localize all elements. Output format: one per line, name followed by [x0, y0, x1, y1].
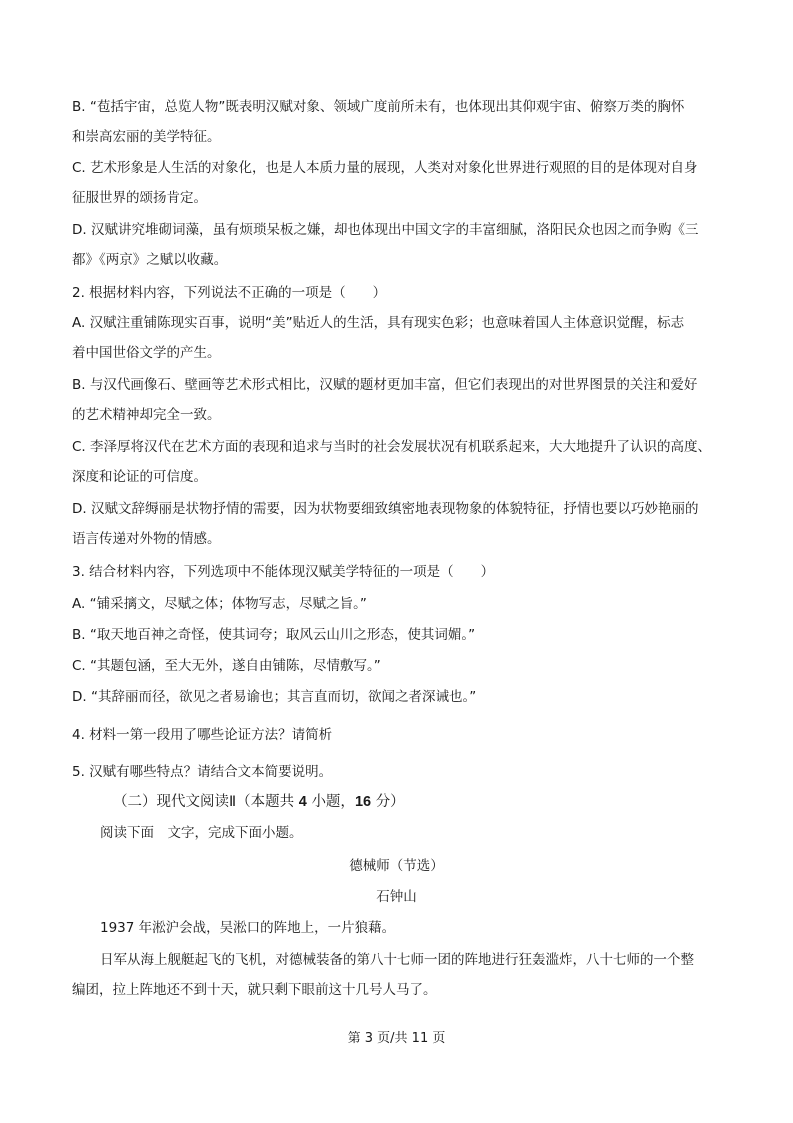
paragraph-1: 1937 年淞沪会战，吴淞口的阵地上，一片狼藉。: [100, 920, 396, 936]
q2-option-a-line-2: 着中国世俗文学的产生。: [72, 345, 221, 361]
article-author: 石钟山: [376, 889, 417, 905]
section-question-count: 4: [298, 794, 307, 810]
q2-option-d-line-2: 语言传递对外物的情感。: [72, 531, 221, 547]
page-number-footer: 第 3 页/共 11 页: [347, 1031, 446, 1046]
q2-option-c-line-2: 深度和论证的可信度。: [72, 469, 207, 485]
option-d-line-1: D. 汉赋讲究堆砌词藻，虽有烦琐呆板之嫌，却也体现出中国文字的丰富细腻，洛阳民众也因之而争购《三: [72, 222, 699, 238]
q2-option-b-line-2: 的艺术精神却完全一致。: [72, 407, 221, 423]
question-5: 5. 汉赋有哪些特点？请结合文本简要说明。: [72, 764, 333, 780]
question-2: 2. 根据材料内容，下列说法不正确的一项是（ ）: [72, 285, 387, 301]
section-heading-part-3: 分）: [375, 794, 405, 810]
question-3: 3. 结合材料内容，下列选项中不能体现汉赋美学特征的一项是（ ）: [72, 564, 495, 580]
article-title: 德械师（节选）: [349, 858, 444, 874]
section-heading: [113, 792, 733, 812]
q3-option-a: A. “铺采摛文，尽赋之体；体物写志，尽赋之旨。”: [72, 596, 367, 612]
q3-option-d: D. “其辞丽而径，欲见之者易谕也；其言直而切，欲闻之者深诫也。”: [72, 689, 477, 705]
option-c-line-1: C. 艺术形象是人生活的对象化，也是人本质力量的展现，人类对对象化世界进行观照的目的是体现对自身: [72, 160, 698, 176]
q3-option-b: B. “取天地百神之奇怪，使其词夸；取风云山川之形态，使其词媚。”: [72, 627, 476, 643]
q2-option-b-line-1: B. 与汉代画像石、壁画等艺术形式相比，汉赋的题材更加丰富，但它们表现出的对世界图景的关注和爱好: [72, 377, 698, 393]
paragraph-2-line-1: 日军从海上舰艇起飞的飞机，对德械装备的第八十七师一团的阵地进行狂轰滥炸，八十七师的一个整: [100, 952, 694, 968]
option-c-line-2: 征服世界的颂扬肯定。: [72, 190, 207, 206]
option-b-line-1: B. “苞括宇宙，总览人物”既表明汉赋对象、领域广度前所未有，也体现出其仰观宇宙、俯察万类的胸怀: [72, 99, 685, 115]
option-b-line-2: 和崇高宏丽的美学特征。: [72, 129, 221, 145]
q3-option-c: C. “其题包涵，至大无外，遂自由铺陈，尽情敷写。”: [72, 658, 381, 674]
paragraph-2-line-2: 编团，拉上阵地还不到十天，就只剩下眼前这十几号人马了。: [72, 982, 437, 998]
q2-option-d-line-1: D. 汉赋文辞缛丽是状物抒情的需要，因为状物要细致缜密地表现物象的体貌特征，抒情也要以巧妙艳丽的: [72, 501, 699, 517]
section-score: 16: [354, 794, 372, 810]
q2-option-a-line-1: A. 汉赋注重铺陈现实百事，说明“美”贴近人的生活，具有现实色彩；也意味着国人主体意识觉醒，标志: [72, 315, 685, 331]
question-4: 4. 材料一第一段用了哪些论证方法？请简析: [72, 727, 333, 743]
section-heading-part-2: 小题，: [311, 794, 355, 810]
q2-option-c-line-1: C. 李泽厚将汉代在艺术方面的表现和追求与当时的社会发展状况有机联系起来，大大地提升了认识的高度、: [72, 439, 712, 455]
section-heading-part-1: （二）现代文阅读Ⅱ（本题共: [113, 794, 295, 810]
option-d-line-2: 都》《两京》之赋以收藏。: [72, 252, 228, 268]
reading-instruction: 阅读下面 文字，完成下面小题。: [100, 825, 303, 841]
